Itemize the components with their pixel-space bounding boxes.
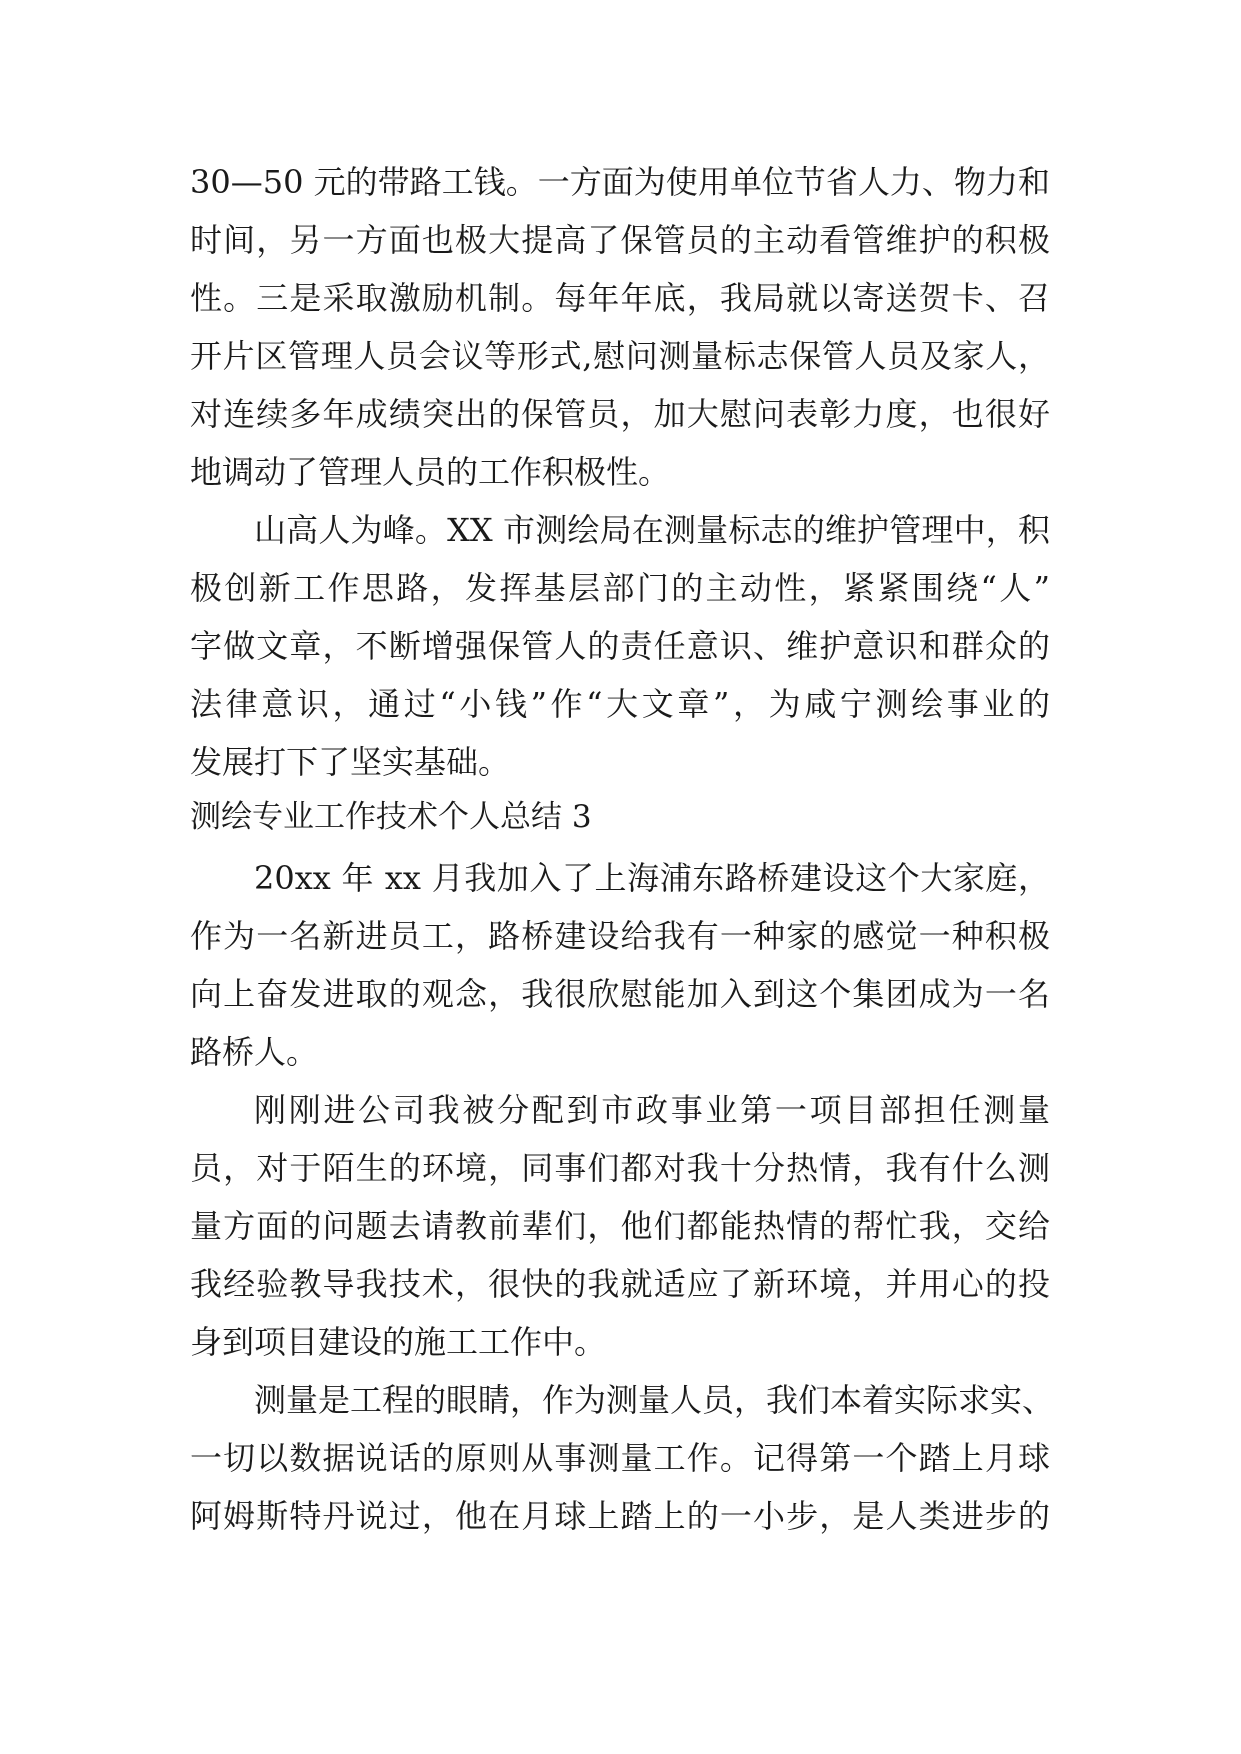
text-line: 我经验教导我技术，很快的我就适应了新环境，并用心的投 <box>190 1265 1050 1303</box>
text-line: 极创新工作思路，发挥基层部门的主动性，紧紧围绕“人” <box>190 569 1050 607</box>
paragraph-first-line: 测量是工程的眼睛，作为测量人员，我们本着实际求实、 <box>254 1381 1055 1419</box>
paragraph-first-line: 山高人为峰。XX 市测绘局在测量标志的维护管理中，积 <box>254 511 1050 549</box>
text-line: 一切以数据说话的原则从事测量工作。记得第一个踏上月球 <box>190 1439 1050 1477</box>
text-line: 量方面的问题去请教前辈们，他们都能热情的帮忙我，交给 <box>190 1207 1050 1245</box>
text-line: 员，对于陌生的环境，同事们都对我十分热情，我有什么测 <box>190 1149 1050 1187</box>
text-line: 性。三是采取激励机制。每年年底，我局就以寄送贺卡、召 <box>190 279 1050 317</box>
text-line: 向上奋发进取的观念，我很欣慰能加入到这个集团成为一名 <box>190 975 1050 1013</box>
section-heading: 测绘专业工作技术个人总结 3 <box>190 799 592 835</box>
text-line: 作为一名新进员工，路桥建设给我有一种家的感觉一种积极 <box>190 917 1050 955</box>
text-line: 法律意识，通过“小钱”作“大文章”，为咸宁测绘事业的 <box>190 685 1050 723</box>
text-line: 路桥人。 <box>190 1033 319 1071</box>
paragraph-first-line: 刚刚进公司我被分配到市政事业第一项目部担任测量 <box>254 1091 1050 1129</box>
text-line: 时间，另一方面也极大提高了保管员的主动看管维护的积极 <box>190 221 1050 259</box>
text-line: 开片区管理人员会议等形式,慰问测量标志保管人员及家人， <box>190 337 1050 375</box>
paragraph-first-line: 20xx 年 xx 月我加入了上海浦东路桥建设这个大家庭， <box>254 859 1050 897</box>
text-line: 字做文章，不断增强保管人的责任意识、维护意识和群众的 <box>190 627 1050 665</box>
text-line: 身到项目建设的施工工作中。 <box>190 1323 607 1361</box>
text-line: 30—50 元的带路工钱。一方面为使用单位节省人力、物力和 <box>190 163 1050 201</box>
text-line: 地调动了管理人员的工作积极性。 <box>190 453 671 491</box>
text-line: 阿姆斯特丹说过，他在月球上踏上的一小步，是人类进步的 <box>190 1497 1050 1535</box>
text-line: 发展打下了坚实基础。 <box>190 743 511 781</box>
text-line: 对连续多年成绩突出的保管员，加大慰问表彰力度，也很好 <box>190 395 1050 433</box>
